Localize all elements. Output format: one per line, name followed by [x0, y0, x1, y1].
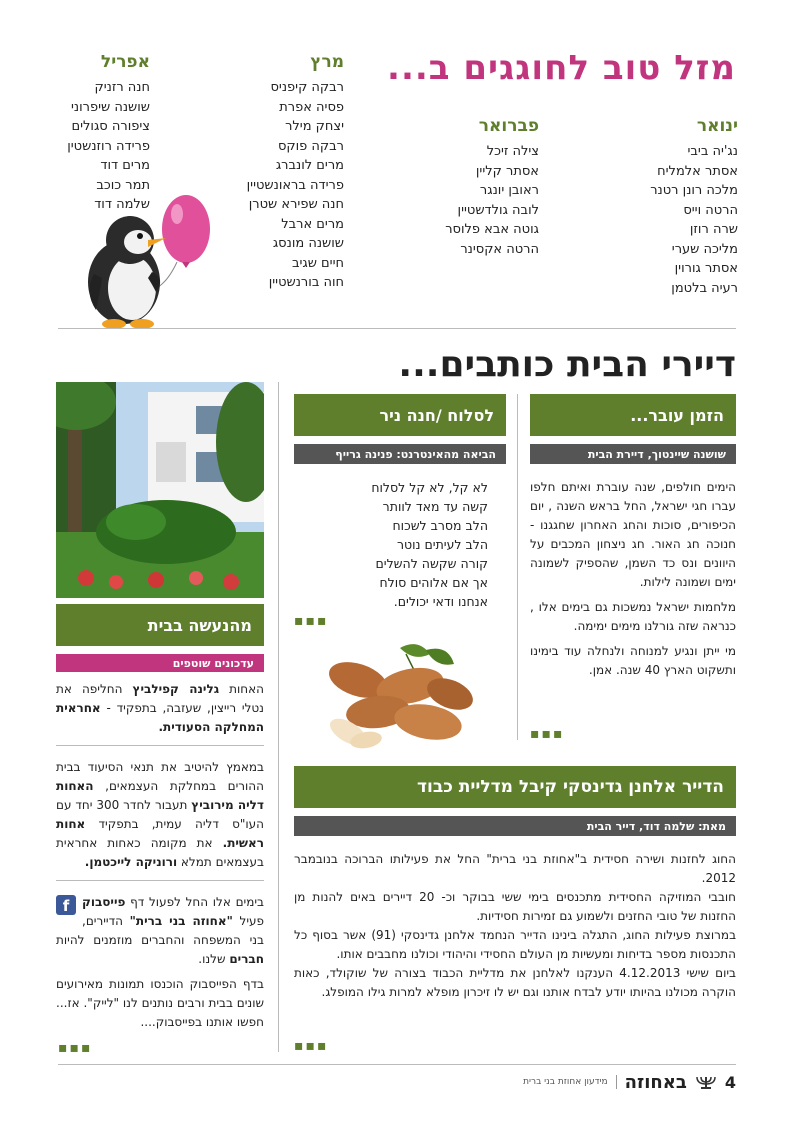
person: יצחק מילר [285, 119, 344, 134]
footer-separator [616, 1075, 617, 1089]
person: אסתר גורוין [674, 261, 738, 276]
article4-byline: מאת: שלמה דוד, דייר הבית [294, 816, 736, 836]
poem-line: קשה עד מאד לוותר [382, 499, 488, 514]
poem [298, 478, 488, 611]
month-name: ינואר [696, 116, 738, 136]
article2-title: לסלוח /חנה ניר [294, 394, 506, 436]
footer-rule [58, 1064, 736, 1065]
residents-title: דיירי הבית כותבים... [398, 344, 736, 385]
paragraph: חובבי המוזיקה החסידית מתכנסים בימי ששי בבוקר וכ- 20 דיירים באים להנות מן החזנות של טובי החזנים ולשמוע גם זמירות חסידיות. [294, 890, 737, 923]
end-marker: ▪▪▪ [530, 726, 565, 742]
facebook-icon: f [56, 895, 76, 915]
almonds-illustration [318, 640, 478, 750]
paragraph: מי ייתן ונגיע למנוחה ולנחלה עוד בימינו ותשקוט הארץ 40 שנה. אמן. [530, 644, 736, 677]
person: נג'יה ביבי [687, 144, 738, 159]
end-marker: ▪▪▪ [58, 1040, 93, 1056]
name-list [204, 78, 344, 293]
menorah-icon [695, 1075, 717, 1089]
building-photo [56, 382, 264, 598]
column-divider [278, 382, 279, 1052]
paragraph: במאמץ להיטיב את תנאי הסיעוד בבית ההורים במחלקת העצמאים, האחות דליה מירוביץ תעבור לחדר 300 יחד עם העו"ס דליה עמית, בתפקיד אחות ראשית. את מקומה כאחות אחראית בעצמאים תמלא ורוניקה לייכטמן. [56, 760, 264, 869]
poem-line: אך אם אלוהים סולח [379, 575, 488, 590]
person: חיים שגיב [291, 255, 344, 271]
name-list [608, 142, 738, 298]
paragraph: בדף הפייסבוק הוכנסו תמונות מאירועים שונים בבית ורבים נותנים לנו "לייק". אז... חפשו אותנו בפייסבוק.... [56, 977, 264, 1029]
footer-subtitle: מידעון אחוזת בני ברית [523, 1077, 608, 1087]
person: מרים ארבל [281, 216, 344, 232]
person: שושנה שיפרוני [70, 99, 150, 115]
paragraph: מלחמות ישראל נמשכות גם בימים אלו , כנראה שזה גורלנו מימים ימימה. [530, 600, 736, 633]
person: אסתר קליין [475, 163, 539, 179]
end-marker: ▪▪▪ [294, 1038, 329, 1054]
penguin-balloon-illustration [82, 192, 224, 332]
article1-title: הזמן עובר... [530, 394, 736, 436]
person: לובה גולדשטיין [457, 202, 539, 218]
footer [523, 1070, 736, 1094]
paragraph: האחות גלינה קפילביץ החליפה את נטלי רייצין, שעזבה, בתפקיד - אחראית המחלקה הסעודית. [56, 682, 264, 734]
person: הרטה אקסינר [460, 241, 539, 257]
person: חנה רזניק [94, 80, 150, 95]
person: שרה רוזן [689, 222, 738, 237]
person: רבקה פוקס [277, 138, 344, 154]
poem-line: קורה שקשה להשלים [375, 556, 488, 571]
person: אסתר אלמליח [657, 163, 738, 179]
column-divider [517, 394, 518, 740]
person: צילה זיכל [486, 144, 539, 159]
paragraph: f בימים אלו החל לפעול דף פייסבוק פעיל "אחוזה בני ברית" הדיירים, בני המשפחה והחברים מוזמנים להיות חברים שלנו. [56, 895, 265, 966]
person: שלמה דוד [94, 197, 150, 212]
month-name: אפריל [100, 52, 150, 72]
article4-title: הדייר אלחנן גדינסקי קיבל מדליית כבוד [294, 766, 736, 808]
month-april [40, 52, 150, 215]
person: מרים לונברג [275, 158, 344, 173]
poem-line: לא קל, לא קל לסלוח [371, 480, 488, 495]
article1-byline: שושנה שיינטוך, דיירת הבית [530, 444, 736, 464]
person: ציפורה סגולים [71, 119, 150, 134]
birthdays-title: מזל טוב לחוגגים ב... [387, 48, 736, 88]
garden-building-image [56, 382, 264, 598]
article2-byline: הביאה מהאינטרנט: פנינה גרייף [294, 444, 506, 464]
paragraph-divider [56, 745, 264, 746]
poem-line: הלב לעיתים נוטר [396, 537, 488, 552]
article3-byline: עדכונים שוטפים [56, 654, 264, 672]
person: פרידה בראונשטיין [246, 177, 344, 193]
page-number: 4 [724, 1072, 736, 1092]
month-february [409, 116, 539, 259]
person: ראובן יונגר [479, 183, 539, 198]
person: חנה שפירא שטרן [248, 197, 344, 212]
month-march [204, 52, 344, 293]
article3-body [56, 680, 264, 1038]
month-january [608, 116, 738, 298]
poem-line: אנחנו ודאי יכולים. [393, 594, 488, 609]
month-name: פברואר [478, 116, 539, 136]
month-name: מרץ [310, 52, 344, 72]
paragraph: ביום שישי 4.12.2013 הענקנו לאלחנן את מדליית הכבוד בצורה של שוקולד, כאות הוקרה מכולנו בהיותו יודע לבדח אותנו וגם יש לו זיכרון מופלא למרות גילו המופלג. [294, 966, 736, 999]
person: הרטה וייס [683, 202, 738, 218]
paragraph: הימים חולפים, שנה עוברת ואיתם חלפו עברו חגי ישראל, החל בראש השנה , יום הכיפורים, סוכות והחג האחרון שחגגנו - חנוכה חג האור. חג ניצחון המכבים על היוונים ונס כד השמן, שהספיק לשמונה ימים ושמונה לילות. [530, 480, 736, 589]
article3-title: מהנעשה בבית [56, 604, 264, 646]
paragraph-divider [56, 880, 264, 881]
person: פסיה אפרת [279, 99, 344, 115]
article1-body [530, 478, 736, 686]
article4-body [294, 850, 736, 1002]
person: מליכה שערי [671, 241, 738, 257]
person: תמר כוכב [96, 177, 150, 193]
paragraph: במרוצת פעילות החוג, התגלה בינינו הדייר הנחמד אלחנן גדינסקי (91) אשר בסוף כל התכנסות מספר בדיחות ומעשיות מן העולם החסידי והיהודי וכולנו מחבבים אותו. [294, 928, 737, 961]
person: רבקה קיפניס [270, 80, 344, 95]
person: גוטה אבא פלוסר [445, 222, 539, 237]
section-divider [58, 328, 736, 329]
paragraph: החוג לחזנות ושירה חסידית ב"אחוזת בני ברית" החל את פעילותו הברוכה בנובמבר 2012. [294, 852, 736, 885]
person: רעיה בלטמן [671, 280, 738, 296]
person: מרים דוד [100, 158, 150, 173]
poem-line: הלב מסרב לשכוח [392, 518, 488, 533]
person: חוה בורנשטיין [268, 275, 344, 290]
person: פרידה רוזנשטין [67, 138, 150, 154]
name-list [409, 142, 539, 259]
person: מלכה רונן רטנר [650, 183, 738, 198]
person: שושנה מונסג [272, 236, 344, 251]
end-marker: ▪▪▪ [294, 613, 329, 629]
footer-brand: באחוזה [624, 1071, 687, 1093]
